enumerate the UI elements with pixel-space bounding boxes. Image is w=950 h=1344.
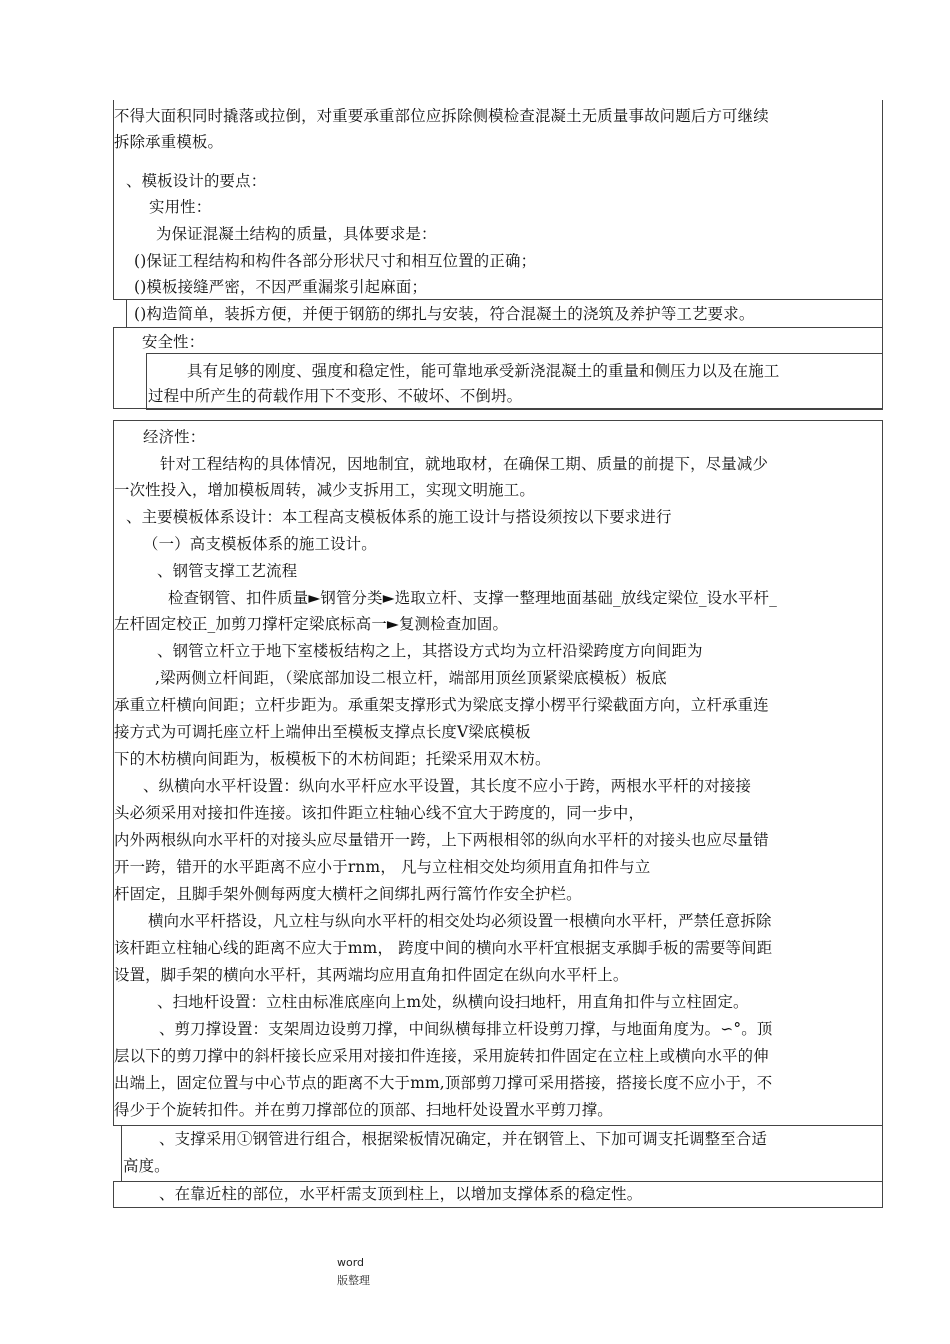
text-line: 、纵横向水平杆设置：纵向水平杆应水平设置，其长度不应小于跨，两根水平杆的对接接 — [143, 777, 752, 795]
text-line: 出端上，固定位置与中心节点的距离不大于mm,顶部剪刀撑可采用搭接，搭接长度不应小于，不 — [114, 1074, 773, 1092]
text-line: 、扫地杆设置：立柱由标准底座向上m处，纵横向设扫地杆，用直角扣件与立柱固定。 — [157, 993, 749, 1011]
text-line: 接方式为可调托座立杆上端伸出至模板支撑点长度V梁底模板 — [114, 723, 531, 741]
subheading: 安全性： — [142, 333, 205, 351]
text-line: 设置，脚手架的横向水平杆，其两端均应用直角扣件固定在纵向水平杆上。 — [114, 966, 629, 984]
text-line: 、支撑采用①钢管进行组合，根据梁板情况确定，并在钢管上、下加可调支托调整至合适 — [159, 1130, 768, 1148]
text-line: 、在靠近柱的部位，水平杆需支顶到柱上，以增加支撑体系的稳定性。 — [159, 1185, 643, 1203]
subheading: 实用性： — [149, 198, 212, 216]
text-line: 开一跨，错开的水平距离不应小于rnm， 凡与立柱相交处均须用直角扣件与立 — [114, 858, 651, 876]
text-line: 该杆距立柱轴心线的距离不应大于mm， 跨度中间的横向水平杆宜根据支承脚手板的需要等间距 — [114, 939, 773, 957]
text-line: 层以下的剪刀撑中的斜杆接长应采用对接扣件连接，采用旋转扣件固定在立柱上或横向水平的伸 — [114, 1047, 769, 1065]
text-line: 、钢管立杆立于地下室楼板结构之上，其搭设方式均为立杆沿梁跨度方向间距为 — [157, 642, 703, 660]
text-line: 不得大面积同时撬落或拉倒，对重要承重部位应拆除侧模检查混凝土无质量事故问题后方可继续 — [114, 107, 769, 125]
list-item: ()模板接缝严密，不因严重漏浆引起麻面； — [134, 278, 428, 296]
section-heading: 、主要模板体系设计：本工程高支模板体系的施工设计与搭设须按以下要求进行 — [126, 508, 672, 526]
text-line: 拆除承重模板。 — [114, 133, 224, 151]
text-line: 针对工程结构的具体情况，因地制宜，就地取材，在确保工期、质量的前提下，尽量减少 — [160, 455, 769, 473]
text-line: 下的木枋横向间距为，板模板下的木枋间距；托梁采用双木枋。 — [114, 750, 551, 768]
text-line: 一次性投入，增加模板周转，减少支拆用工，实现文明施工。 — [114, 481, 535, 499]
subheading: （一）高支模板体系的施工设计。 — [143, 535, 377, 553]
text-line: 头必须采用对接扣件连接。该扣件距立柱轴心线不宜大于跨度的，同一步中， — [114, 804, 645, 822]
list-item: ()保证工程结构和构件各部分形状尺寸和相互位置的正确； — [134, 252, 537, 270]
section-heading: 、模板设计的要点： — [126, 172, 267, 190]
subheading: 经济性： — [143, 428, 206, 446]
text-line: 横向水平杆搭设，凡立柱与纵向水平杆的相交处均必须设置一根横向水平杆，严禁任意拆除 — [148, 912, 772, 930]
subheading: 、钢管支撑工艺流程 — [157, 562, 298, 580]
text-line: 检查钢管、扣件质量►钢管分类►选取立杆、支撑一整理地面基础_放线定梁位_设水平杆_ — [168, 589, 778, 607]
text-line: 内外两根纵向水平杆的对接头应尽量错开一跨，上下两根相邻的纵向水平杆的对接头也应尽量错 — [114, 831, 769, 849]
text-line: 为保证混凝土结构的质量，具体要求是： — [156, 225, 437, 243]
list-item: ()构造简单，装拆方便，并便于钢筋的绑扎与安装，符合混凝土的浇筑及养护等工艺要求。 — [134, 305, 755, 323]
text-line: ,梁两侧立杆间距，（梁底部加设二根立杆，端部用顶丝顶紧梁底模板）板底 — [155, 669, 667, 687]
text-line: 杆固定，且脚手架外侧每两度大横杆之间绑扎两行篙竹作安全护栏。 — [114, 885, 582, 903]
text-line: 高度。 — [123, 1157, 170, 1175]
footer-subtitle: 版整理 — [337, 1274, 370, 1287]
footer-word: word — [337, 1256, 365, 1269]
text-line: 过程中所产生的荷载作用下不变形、不破坏、不倒坍。 — [148, 387, 523, 405]
text-line: 具有足够的刚度、强度和稳定性，能可靠地承受新浇混凝土的重量和侧压力以及在施工 — [187, 362, 780, 380]
text-line: 承重立杆横向间距；立杆步距为。承重架支撑形式为梁底支撑小楞平行梁截面方向，立杆承重连 — [114, 696, 769, 714]
text-line: 左杆固定校正_加剪刀撑杆定梁底标高一►复测检查加固。 — [114, 615, 509, 633]
text-line: 得少于个旋转扣件。并在剪刀撑部位的顶部、扫地杆处设置水平剪刀撑。 — [114, 1101, 613, 1119]
text-line: 、剪刀撑设置：支架周边设剪刀撑，中间纵横每排立杆设剪刀撑，与地面角度为。∽°。顶 — [159, 1020, 773, 1038]
